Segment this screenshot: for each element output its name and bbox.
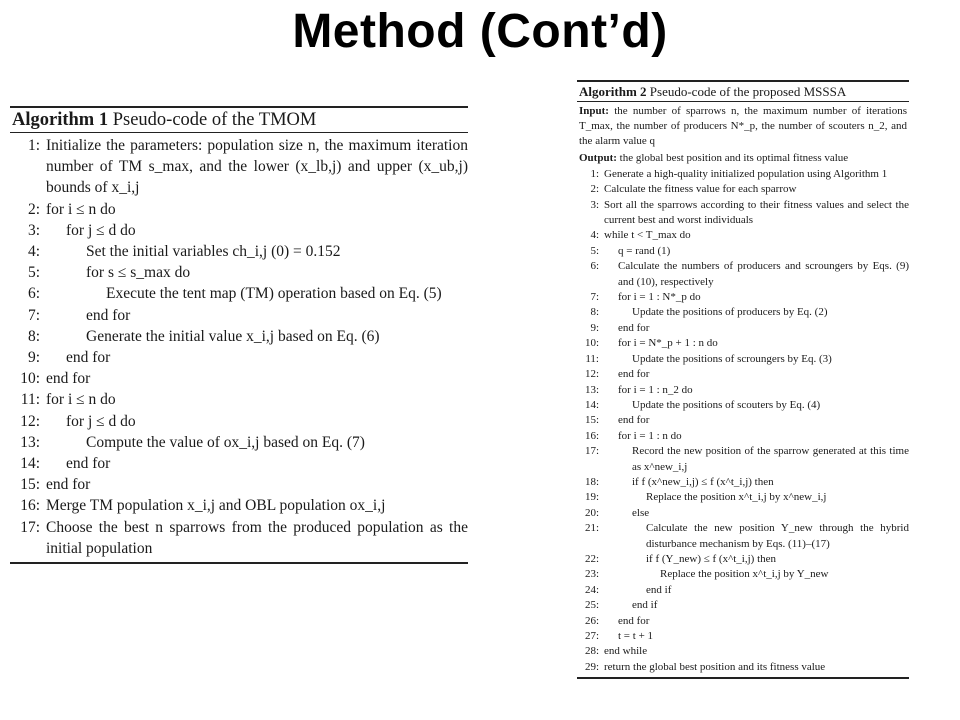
algorithm-line	[577, 413, 909, 428]
bottom-rule	[10, 562, 468, 564]
algorithm-line	[577, 567, 909, 582]
line-number: 8:	[27, 327, 40, 345]
line-number: 7:	[590, 291, 599, 304]
algorithm-line	[10, 135, 468, 199]
line-text: Record the new position of the sparrow generated at this time as x^new_i,j	[632, 445, 909, 473]
output-label: Output:	[579, 151, 617, 164]
line-text: for i = 1 : n_2 do	[618, 383, 693, 396]
line-number: 12:	[584, 368, 599, 381]
algorithm-line	[577, 521, 909, 552]
line-text: end if	[646, 583, 672, 596]
line-number: 2:	[590, 183, 599, 196]
line-number: 26:	[584, 614, 599, 627]
line-number: 8:	[590, 306, 599, 319]
line-number: 14:	[20, 455, 40, 473]
line-number: 27:	[584, 630, 599, 642]
algorithm-line	[577, 228, 909, 243]
algorithm-line	[10, 305, 468, 326]
line-text: Update the positions of producers by Eq. (2)	[632, 306, 828, 319]
algorithm-line	[10, 495, 468, 516]
line-text: Calculate the fitness value for each sparrow	[604, 183, 797, 196]
line-text: Choose the best n sparrows from the produced population as the initial population	[46, 518, 468, 557]
line-text: Replace the position x^t_i,j by Y_new	[660, 568, 829, 581]
line-number: 10:	[584, 337, 599, 350]
algorithm-line	[10, 326, 468, 347]
line-text: end if	[632, 599, 658, 612]
line-text: if f (x^new_i,j) ≤ f (x^t_i,j) then	[632, 475, 774, 488]
line-number: 17:	[584, 445, 599, 458]
algorithm-line	[577, 305, 909, 320]
line-number: 16:	[20, 497, 40, 515]
line-text: end for	[66, 455, 111, 473]
line-number: 18:	[584, 475, 599, 488]
line-number: 23:	[584, 568, 599, 581]
line-text: return the global best position and its fitness value	[604, 660, 826, 673]
line-text: Compute the value of ox_i,j based on Eq. (7)	[86, 433, 365, 451]
algorithm-line	[577, 614, 909, 629]
algorithm-line	[577, 290, 909, 305]
line-number: 3:	[27, 221, 40, 239]
algorithm-1-lines	[10, 133, 468, 559]
algorithm-line	[577, 490, 909, 505]
algorithm-line	[577, 644, 909, 659]
line-number: 20:	[584, 506, 599, 519]
line-number: 9:	[590, 321, 599, 334]
algorithm-line	[10, 517, 468, 559]
algorithm-line	[10, 432, 468, 453]
line-text: for j ≤ d do	[66, 412, 136, 430]
line-number: 19:	[584, 491, 599, 504]
line-text: for i = N*_p + 1 : n do	[618, 337, 718, 350]
line-text: Execute the tent map (TM) operation based on Eq. (5)	[106, 285, 442, 303]
algorithm-1-header	[10, 108, 468, 133]
line-number: 1:	[27, 137, 40, 154]
algorithm-line	[577, 475, 909, 490]
algorithm-line	[577, 660, 909, 675]
algorithm-line	[10, 347, 468, 368]
line-text: end while	[604, 645, 648, 658]
line-text: end for	[618, 614, 650, 627]
line-text: Sort all the sparrows according to their fitness values and select the current best and worst individuals	[604, 198, 909, 227]
algorithm-line	[577, 182, 909, 197]
algorithm-line	[577, 321, 909, 336]
output-text: the global best position and its optimal fitness value	[619, 151, 849, 164]
line-number: 5:	[27, 264, 40, 282]
line-number: 15:	[584, 414, 599, 427]
algorithm-line	[577, 367, 909, 382]
line-text: end for	[618, 414, 650, 427]
algorithm-2-output	[577, 151, 909, 167]
line-text: Initialize the parameters: population size n, the maximum iteration number of TM s_max, and the lower (x_lb,j) and upper (x_ub,j) bounds of x_i,j	[46, 137, 468, 197]
input-text: the number of sparrows n, the maximum number of iterations T_max, the number of producers N*_p, the number of scouters n_2, and the alarm value q	[579, 105, 907, 148]
line-text: end for	[66, 349, 111, 367]
line-number: 11:	[585, 352, 599, 365]
slide-title: Method (Cont’d)	[292, 5, 668, 58]
line-text: Replace the position x^t_i,j by x^new_i,j	[646, 491, 827, 504]
algorithm-line	[10, 262, 468, 283]
line-number: 21:	[584, 522, 599, 535]
line-number: 2:	[27, 200, 40, 218]
algorithm-2-box	[577, 80, 909, 679]
line-text: for i ≤ n do	[46, 391, 116, 409]
line-text: for s ≤ s_max do	[86, 264, 191, 282]
algorithm-line	[10, 199, 468, 220]
line-number: 14:	[584, 398, 599, 411]
algorithm-line	[10, 453, 468, 474]
algorithm-line	[10, 241, 468, 262]
line-number: 4:	[590, 229, 599, 242]
line-number: 25:	[584, 599, 599, 612]
line-number: 1:	[590, 167, 599, 180]
algorithm-1-label: Algorithm 1	[12, 110, 109, 130]
line-number: 6:	[590, 260, 599, 273]
algorithm-line	[577, 506, 909, 521]
algorithm-line	[577, 167, 909, 182]
line-text: Set the initial variables ch_i,j (0) = 0.152	[86, 243, 341, 261]
algorithm-line	[10, 474, 468, 495]
line-text: Generate a high-quality initialized population using Algorithm 1	[604, 167, 888, 180]
line-number: 22:	[584, 552, 599, 565]
line-number: 12:	[20, 412, 40, 430]
line-number: 17:	[20, 518, 40, 536]
line-number: 15:	[20, 476, 40, 494]
line-number: 7:	[27, 306, 40, 324]
algorithm-line	[577, 429, 909, 444]
line-text: t = t + 1	[618, 630, 654, 642]
algorithm-line	[10, 411, 468, 432]
algorithm-line	[577, 552, 909, 567]
line-text: for i = 1 : n do	[618, 429, 682, 442]
line-text: Update the positions of scroungers by Eq. (3)	[632, 352, 832, 365]
algorithm-line	[577, 244, 909, 259]
algorithm-2-caption: Pseudo-code of the proposed MSSSA	[649, 84, 847, 99]
line-text: end for	[86, 306, 131, 324]
input-label: Input:	[579, 105, 609, 117]
line-text: Calculate the numbers of producers and scroungers by Eqs. (9) and (10), respectively	[618, 260, 909, 288]
line-number: 13:	[20, 433, 40, 451]
line-text: end for	[618, 368, 650, 381]
line-number: 11:	[20, 391, 40, 409]
line-text: q = rand (1)	[618, 244, 671, 257]
algorithm-line	[577, 629, 909, 644]
line-text: Update the positions of scouters by Eq. (4)	[632, 398, 821, 411]
line-number: 9:	[27, 349, 40, 367]
algorithm-2-header	[577, 82, 909, 102]
line-number: 13:	[584, 383, 599, 396]
line-number: 16:	[584, 429, 599, 442]
line-text: end for	[46, 476, 91, 494]
bottom-rule	[577, 677, 909, 679]
algorithm-2-label: Algorithm 2	[579, 84, 647, 99]
algorithm-line	[577, 259, 909, 290]
algorithm-line	[577, 383, 909, 398]
line-number: 3:	[590, 198, 599, 211]
line-number: 6:	[27, 285, 40, 303]
line-number: 28:	[584, 645, 599, 658]
algorithm-line	[10, 389, 468, 410]
algorithm-line	[577, 583, 909, 598]
algorithm-line	[577, 352, 909, 367]
algorithm-1-caption: Pseudo-code of the TMOM	[112, 110, 317, 130]
algorithm-line	[577, 198, 909, 229]
line-text: end for	[618, 321, 650, 334]
algorithm-line	[577, 444, 909, 475]
line-text: while t < T_max do	[604, 229, 691, 242]
line-number: 4:	[27, 243, 40, 261]
algorithm-line	[10, 368, 468, 389]
line-number: 5:	[590, 244, 599, 257]
line-text: if f (Y_new) ≤ f (x^t_i,j) then	[646, 552, 777, 565]
line-text: end for	[46, 370, 91, 388]
line-number: 29:	[584, 660, 599, 673]
algorithm-line	[577, 336, 909, 351]
algorithm-1-box	[10, 106, 468, 564]
line-text: for j ≤ d do	[66, 221, 136, 239]
line-text: Calculate the new position Y_new through the hybrid disturbance mechanism by Eqs. (11)–(17)	[646, 522, 909, 550]
algorithm-line	[10, 220, 468, 241]
line-text: else	[632, 506, 650, 519]
algorithm-line	[577, 598, 909, 613]
line-number: 24:	[584, 583, 599, 596]
algorithm-2-lines	[577, 167, 909, 675]
algorithm-line	[10, 283, 468, 304]
algorithm-line	[577, 398, 909, 413]
line-text: for i ≤ n do	[46, 200, 116, 218]
algorithm-2-input	[577, 102, 909, 151]
line-number: 10:	[20, 370, 40, 388]
line-text: for i = 1 : N*_p do	[618, 291, 701, 304]
line-text: Generate the initial value x_i,j based on Eq. (6)	[86, 327, 380, 345]
line-text: Merge TM population x_i,j and OBL population ox_i,j	[46, 497, 386, 515]
